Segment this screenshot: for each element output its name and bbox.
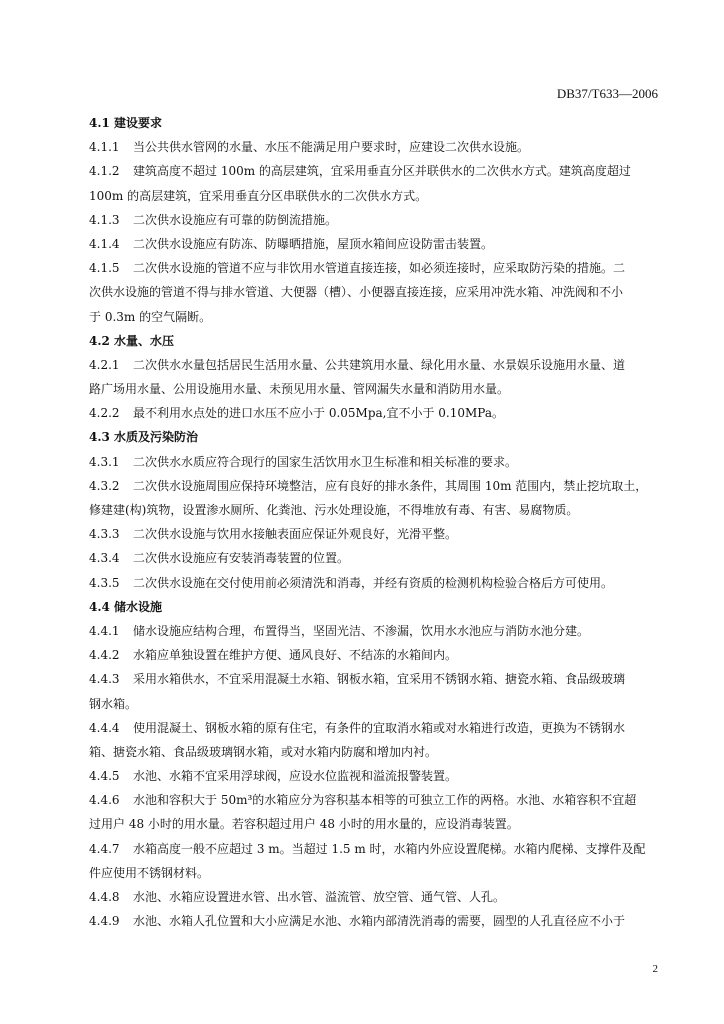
clause-text: 箱、搪瓷水箱、食品级玻璃钢水箱，或对水箱内防腐和增加内衬。 bbox=[89, 744, 438, 759]
clause-text: 二次供水设施周围应保持环境整洁，应有良好的排水条件，其周围 10m 范围内，禁止挖坑取土， bbox=[133, 478, 648, 493]
clause-number: 4.3.4 bbox=[89, 551, 120, 566]
clause-continuation-line bbox=[89, 812, 655, 836]
clause-line bbox=[89, 788, 655, 812]
clause-line bbox=[89, 401, 655, 425]
clause-text: 于 0.3m 的空气隔断。 bbox=[89, 309, 212, 324]
clause-number: 4.2.1 bbox=[89, 357, 120, 372]
clause-text: 修建建(构)筑物，设置渗水厕所、化粪池、污水处理设施，不得堆放有毒、有害、易腐物质。 bbox=[89, 503, 579, 517]
clause-text: 路广场用水量、公用设施用水量、未预见用水量、管网漏失水量和消防用水量。 bbox=[89, 382, 510, 397]
clause-line bbox=[89, 909, 655, 933]
section-heading bbox=[89, 425, 655, 449]
clause-text: 采用水箱供水，不宜采用混凝土水箱、钢板水箱，宜采用不锈钢水箱、搪瓷水箱、食品级玻璃 bbox=[133, 672, 626, 687]
clause-continuation-line bbox=[89, 740, 655, 764]
clause-line bbox=[89, 208, 655, 232]
clause-continuation-line bbox=[89, 692, 655, 716]
clause-number: 4.4.1 bbox=[89, 623, 120, 638]
clause-line bbox=[89, 353, 655, 377]
clause-number: 4.4.4 bbox=[89, 720, 120, 735]
clause-number: 4.3.5 bbox=[89, 575, 120, 590]
clause-text: 水池、水箱不宜采用浮球阀，应设水位监视和溢流报警装置。 bbox=[133, 769, 458, 784]
clause-number: 4.1.2 bbox=[89, 164, 120, 179]
clause-continuation-line bbox=[89, 498, 655, 522]
section-heading bbox=[89, 329, 655, 353]
clause-number: 4.4.7 bbox=[89, 841, 120, 856]
clause-text: 当公共供水管网的水量、水压不能满足用户要求时，应建设二次供水设施。 bbox=[133, 140, 530, 155]
section-heading bbox=[89, 595, 655, 619]
clause-text: 二次供水水量包括居民生活用水量、公共建筑用水量、绿化用水量、水景娱乐设施用水量、道 bbox=[133, 357, 626, 372]
clause-text: 钢水箱。 bbox=[89, 696, 138, 711]
clause-number: 4.3.1 bbox=[89, 454, 120, 469]
clause-number: 4.4.8 bbox=[89, 890, 120, 904]
clause-continuation-line bbox=[89, 305, 655, 329]
clause-number: 4.1.3 bbox=[89, 212, 120, 227]
clause-line bbox=[89, 135, 655, 159]
clause-text: 二次供水设施与饮用水接触表面应保证外观良好，光滑平整。 bbox=[133, 527, 458, 542]
clause-text: 过用户 48 小时的用水量。若容积超过用户 48 小时的用水量的，应设消毒装置。 bbox=[89, 817, 519, 832]
clause-number: 4.3.2 bbox=[89, 478, 120, 493]
clause-line bbox=[89, 619, 655, 643]
clause-text: 水池、水箱人孔位置和大小应满足水池、水箱内部清洗消毒的需要，圆型的人孔直径应不小于 bbox=[133, 914, 626, 929]
clause-number: 4.1.5 bbox=[89, 261, 120, 276]
clause-line bbox=[89, 837, 655, 861]
clause-line bbox=[89, 716, 655, 740]
clause-line bbox=[89, 256, 655, 280]
clause-number: 4.4.9 bbox=[89, 914, 120, 929]
clause-continuation-line bbox=[89, 280, 655, 304]
clause-number: 4.1.4 bbox=[89, 236, 120, 251]
document-body bbox=[89, 111, 655, 933]
clause-text: 最不利用水点处的进口水压不应小于 0.05Mpa,宜不小于 0.10MPa。 bbox=[133, 406, 504, 421]
clause-line bbox=[89, 571, 655, 595]
clause-text: 水箱应单独设置在维护方便、通风良好、不结冻的水箱间内。 bbox=[133, 648, 458, 663]
clause-number: 4.2.2 bbox=[89, 406, 120, 421]
clause-line bbox=[89, 232, 655, 256]
clause-text: 二次供水设施在交付使用前必须清洗和消毒，并经有资质的检测机构检验合格后方可使用。 bbox=[133, 575, 614, 590]
clause-continuation-line bbox=[89, 184, 655, 208]
clause-text: 水池、水箱应设置进水管、出水管、溢流管、放空管、通气管、人孔。 bbox=[133, 890, 506, 904]
clause-number: 4.4.2 bbox=[89, 648, 120, 663]
clause-text: 建筑高度不超过 100m 的高层建筑，宜采用垂直分区并联供水的二次供水方式。建筑高度超过 bbox=[133, 164, 631, 179]
clause-line bbox=[89, 643, 655, 667]
clause-line bbox=[89, 764, 655, 788]
clause-line bbox=[89, 474, 655, 498]
clause-number: 4.4.5 bbox=[89, 769, 120, 784]
header-standard-code: DB37/T633—2006 bbox=[556, 86, 658, 101]
clause-text: 二次供水水质应符合现行的国家生活饮用水卫生标准和相关标准的要求。 bbox=[133, 454, 518, 469]
clause-line bbox=[89, 450, 655, 474]
clause-text: 二次供水设施应有安装消毒装置的位置。 bbox=[133, 551, 350, 566]
clause-number: 4.1.1 bbox=[89, 140, 120, 155]
section-heading-text: 4.2 水量、水压 bbox=[89, 333, 175, 348]
section-heading bbox=[89, 111, 655, 135]
clause-text: 二次供水设施的管道不应与非饮用水管道直接连接，如必须连接时，应采取防污染的措施。二 bbox=[133, 261, 626, 276]
page-number: 2 bbox=[652, 963, 658, 975]
clause-text: 水箱高度一般不应超过 3 m。当超过 1.5 m 时，水箱内外应设置爬梯。水箱内爬梯、支撑件及配 bbox=[133, 841, 646, 856]
clause-text: 使用混凝土、钢板水箱的原有住宅，有条件的宜取消水箱或对水箱进行改造，更换为不锈钢水 bbox=[133, 720, 626, 735]
clause-continuation-line bbox=[89, 861, 655, 885]
clause-text: 储水设施应结构合理，布置得当，坚固光洁、不渗漏，饮用水水池应与消防水池分建。 bbox=[133, 623, 590, 638]
section-heading-text: 4.1 建设要求 bbox=[89, 116, 163, 130]
clause-text: 件应使用不锈钢材料。 bbox=[89, 865, 210, 880]
clause-line bbox=[89, 546, 655, 570]
clause-continuation-line bbox=[89, 377, 655, 401]
clause-number: 4.3.3 bbox=[89, 527, 120, 542]
clause-text: 次供水设施的管道不得与排水管道、大便器（槽）、小便器直接连接，应采用冲洗水箱、冲洗阀和不小 bbox=[89, 285, 624, 300]
section-heading-text: 4.3 水质及污染防治 bbox=[89, 430, 199, 445]
section-heading-text: 4.4 储水设施 bbox=[89, 599, 163, 614]
clause-text: 二次供水设施应有防冻、防曝晒措施，屋顶水箱间应设防雷击装置。 bbox=[133, 236, 494, 251]
clause-text: 水池和容积大于 50m³的水箱应分为容积基本相等的可独立工作的两格。水池、水箱容积不宜超 bbox=[133, 793, 637, 808]
clause-text: 100m 的高层建筑，宜采用垂直分区串联供水的二次供水方式。 bbox=[89, 188, 428, 203]
clause-line bbox=[89, 885, 655, 909]
clause-line bbox=[89, 667, 655, 691]
clause-text: 二次供水设施应有可靠的防倒流措施。 bbox=[133, 212, 338, 227]
clause-line bbox=[89, 159, 655, 183]
clause-number: 4.4.6 bbox=[89, 793, 120, 808]
clause-number: 4.4.3 bbox=[89, 672, 120, 687]
clause-line bbox=[89, 522, 655, 546]
